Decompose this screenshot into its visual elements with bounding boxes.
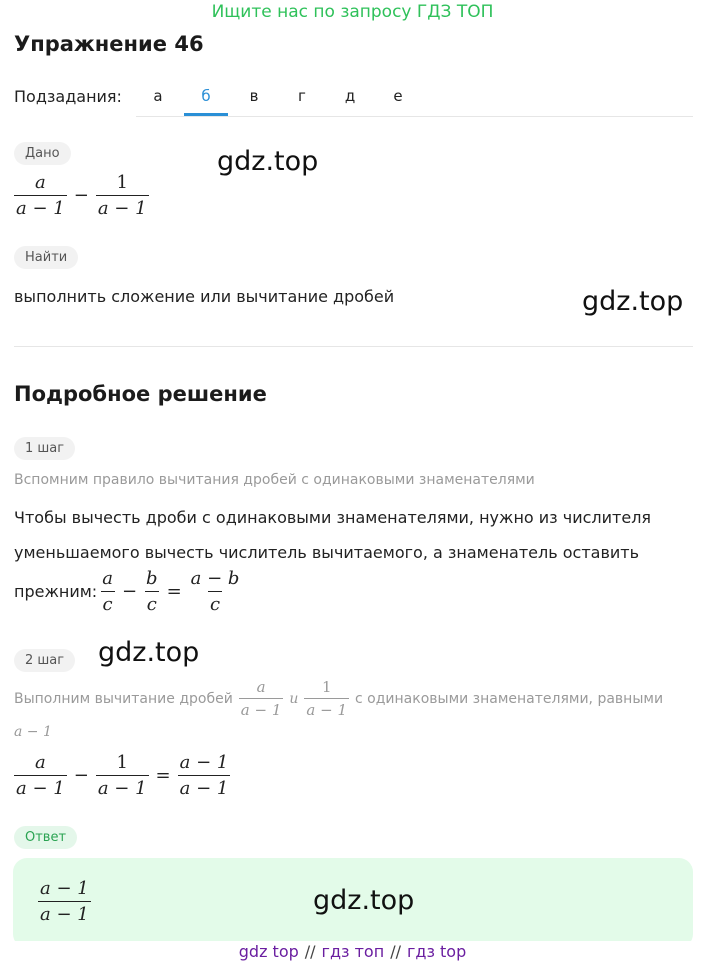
find-badge: Найти — [14, 246, 78, 269]
footer-link[interactable]: gdz top — [238, 942, 299, 961]
subtasks-label: Подзадания: — [14, 87, 122, 106]
search-hint-link[interactable]: Ищите нас по запросу ГДЗ ТОП — [211, 2, 494, 22]
solution-heading: Подробное решение — [14, 382, 267, 406]
footer-separator: // — [304, 942, 316, 961]
subtasks-tabs — [136, 80, 693, 117]
step2-badge: 2 шаг — [14, 649, 75, 672]
step1-rule-line3: прежним: $\frac{a}{c}$ − $\frac{b}{c}$ = $\frac{a - b}{c}$ — [14, 568, 240, 615]
given-badge: Дано — [14, 142, 71, 165]
step1-rule-line1: Чтобы вычесть дроби с одинаковыми знаменателями, нужно из числителя — [14, 508, 652, 527]
step2-hint: Выполним вычитание дробей $\frac{a}{a - 1}$ и $\frac{1}{a - 1}$ с одинаковыми знаменателями, равными — [14, 678, 664, 719]
watermark: gdz.top — [217, 146, 319, 177]
step1-hint: Вспомним правило вычитания дробей с одинаковыми знаменателями — [14, 472, 535, 488]
section-divider — [14, 346, 693, 347]
tab-d[interactable]: д — [344, 87, 356, 105]
answer-formula: $\frac{a - 1}{a - 1}$ — [40, 878, 89, 925]
watermark: gdz.top — [582, 286, 684, 317]
step2-formula: $\frac{a}{a - 1}$ − $\frac{1}{a - 1}$ = $\frac{a - 1}{a - 1}$ — [16, 752, 229, 799]
tab-v[interactable]: в — [249, 87, 259, 105]
watermark: gdz.top — [98, 637, 200, 668]
answer-badge: Ответ — [14, 826, 77, 849]
page-title: Упражнение 46 — [14, 32, 204, 56]
footer-link[interactable]: гдз top — [406, 942, 467, 961]
step1-rule-line2: уменьшаемого вычесть числитель вычитаемого, а знаменатель оставить — [14, 543, 640, 562]
step2-hint-tail: a − 1 — [14, 724, 52, 740]
tab-g[interactable]: г — [298, 87, 306, 105]
find-text: выполнить сложение или вычитание дробей — [14, 287, 395, 306]
given-expression: $\frac{a}{a - 1}$ − $\frac{1}{a - 1}$ — [16, 172, 147, 219]
tab-a[interactable]: а — [153, 87, 163, 105]
footer-link[interactable]: гдз топ — [321, 942, 385, 961]
footer-separator: // — [390, 942, 401, 961]
watermark: gdz.top — [313, 885, 415, 916]
step1-formula: $\frac{a}{c}$ − $\frac{b}{c}$ = $\frac{a - b}{c}$ — [102, 568, 240, 615]
tab-b[interactable]: б — [184, 80, 228, 116]
tab-e[interactable]: е — [393, 87, 403, 105]
step1-badge: 1 шаг — [14, 437, 75, 460]
footer-links — [0, 941, 705, 967]
